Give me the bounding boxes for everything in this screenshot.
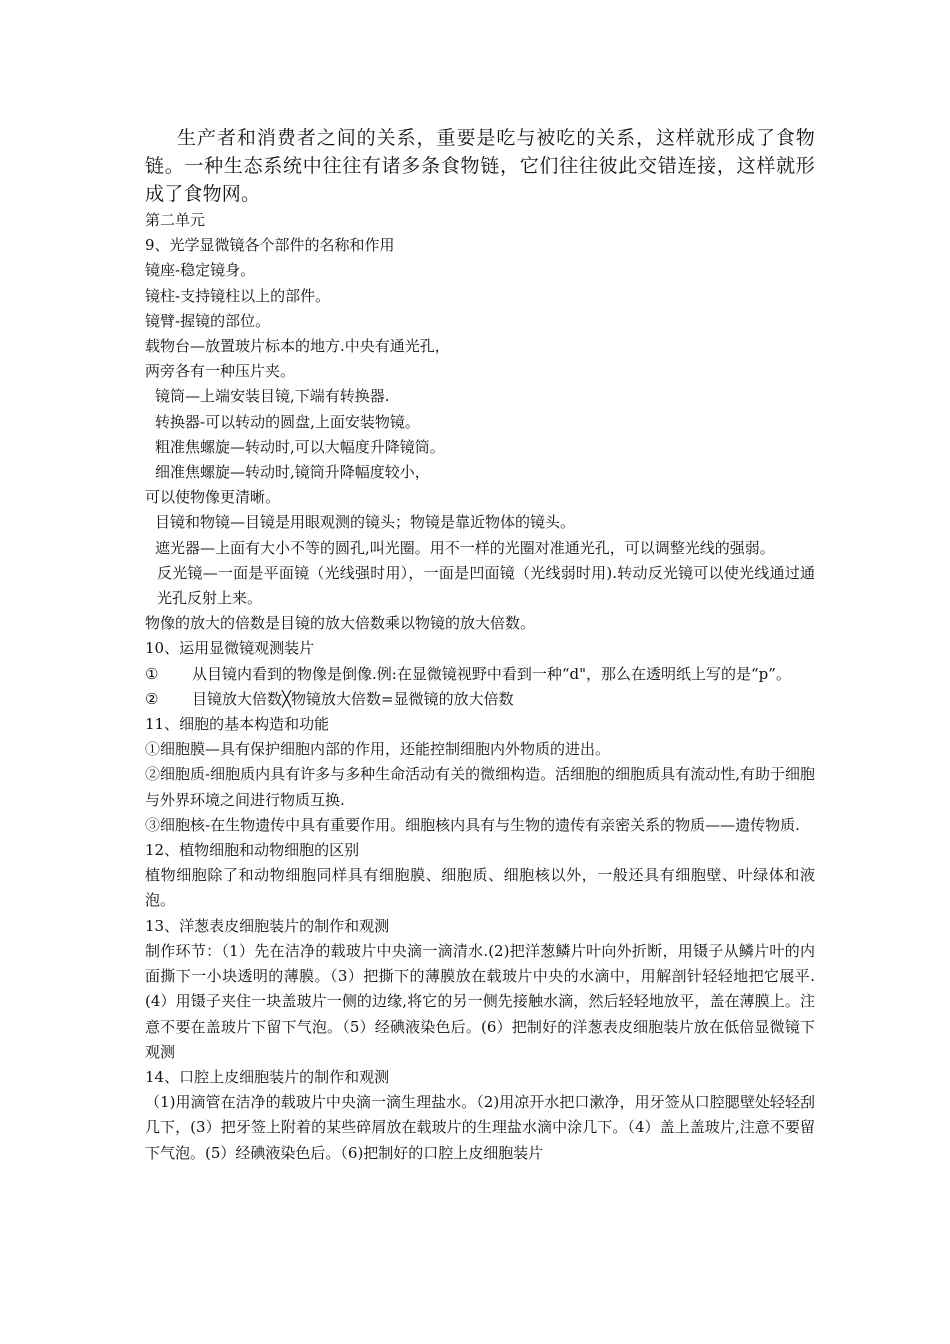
item-marker: ① (145, 664, 159, 683)
microscope-converter-line: 转换器-可以转动的圆盘,上面安装物镜。 (155, 412, 420, 431)
microscope-stage-line-2: 两旁各有一种压片夹。 (145, 362, 296, 381)
section-10-item-2 (145, 687, 815, 712)
section-10-heading: 10、运用显微镜观测装片 (145, 639, 315, 658)
item-text: 从目镜内看到的物像是倒像.例:在显微镜视野中看到一种“d"，那么在透明纸上写的是“p”。 (192, 664, 791, 683)
section-12-heading: 12、植物细胞和动物细胞的区别 (145, 841, 360, 860)
section-11-heading: 11、细胞的基本构造和功能 (145, 715, 330, 734)
fine-focus-line: 细准焦螺旋—转动时,镜筒升降幅度较小， (155, 463, 430, 482)
section-14-body: （1)用滴管在洁净的载玻片中央滴一滴生理盐水。（2)用凉开水把口漱净，用牙签从口腔腮壁处轻轻刮几下，(3）把牙签上附着的某些碎屑放在载玻片的生理盐水滴中涂几下。（4）盖上盖玻片,注意不要留下气泡。(5）经碘液染色后。（6)把制好的口腔上皮细胞装片 (145, 1093, 815, 1162)
unit-heading: 第二单元 (145, 211, 206, 229)
section-10-item-1 (145, 662, 815, 687)
diaphragm-paragraph: 遮光器—上面有大小不等的圆孔,叫光圈。用不一样的光圈对准通光孔，可以调整光线的强弱。 (155, 538, 775, 557)
food-chain-paragraph: 生产者和消费者之间的关系，重要是吃与被吃的关系，这样就形成了食物链。一种生态系统中往往有诸多条食物链，它们往往彼此交错连接，这样就形成了食物网。 (145, 127, 815, 205)
microscope-arm-line: 镜臂-握镜的部位。 (145, 311, 271, 330)
microscope-pillar-line: 镜柱-支持镜柱以上的部件。 (145, 286, 331, 305)
document-body (145, 124, 815, 1166)
item-marker: ② (145, 689, 159, 708)
section-11-item-1: ①细胞膜—具有保护细胞内部的作用，还能控制细胞内外物质的进出。 (145, 740, 611, 759)
section-9-heading: 9、光学显微镜各个部件的名称和作用 (145, 236, 395, 255)
eyepiece-objective-line: 目镜和物镜—目镜是用眼观测的镜头；物镜是靠近物体的镜头。 (155, 513, 576, 532)
microscope-tube-line: 镜筒—上端安装目镜,下端有转换器. (155, 387, 390, 406)
section-11-item-2: ②细胞质-细胞质内具有许多与多种生命活动有关的微细构造。活细胞的细胞质具有流动性,有助于细胞与外界环境之间进行物质互换. (145, 765, 815, 809)
section-13-body: 制作环节：（1）先在洁净的载玻片中央滴一滴清水.(2)把洋葱鳞片叶向外折断，用镊子从鳞片叶的内面撕下一小块透明的薄膜。（3）把撕下的薄膜放在载玻片中央的水滴中，用解剖针轻轻地把它展平.(4）用镊子夹住一块盖玻片一侧的边缘,将它的另一侧先接触水滴，然后轻轻地放平，盖在薄膜上。注意不要在盖玻片下留下气泡。（5）经碘液染色后。(6）把制好的洋葱表皮细胞装片放在低倍显微镜下观测 (145, 941, 815, 1061)
section-11-item-3: ③细胞核-在生物遗传中具有重要作用。细胞核内具有与生物的遗传有亲密关系的物质——遗传物质. (145, 815, 800, 834)
section-14-heading: 14、口腔上皮细胞装片的制作和观测 (145, 1067, 390, 1086)
item-text: 目镜放大倍数╳物镜放大倍数=显微镜的放大倍数 (192, 689, 514, 708)
fine-focus-line-2: 可以使物像更清晰。 (145, 488, 281, 507)
magnification-line: 物像的放大的倍数是目镜的放大倍数乘以物镜的放大倍数。 (145, 614, 536, 633)
coarse-focus-line: 粗准焦螺旋—转动时,可以大幅度升降镜筒。 (155, 437, 445, 456)
mirror-paragraph: 反光镜—一面是平面镜（光线强时用），一面是凹面镜（光线弱时用).转动反光镜可以使光线通过通光孔反射上来。 (157, 563, 815, 608)
microscope-stage-line: 载物台—放置玻片标本的地方.中央有通光孔， (145, 337, 450, 356)
section-13-heading: 13、洋葱表皮细胞装片的制作和观测 (145, 916, 390, 935)
microscope-base-line: 镜座-稳定镜身。 (145, 261, 256, 280)
section-12-body: 植物细胞除了和动物细胞同样具有细胞膜、细胞质、细胞核以外，一般还具有细胞壁、叶绿体和液泡。 (145, 866, 815, 910)
